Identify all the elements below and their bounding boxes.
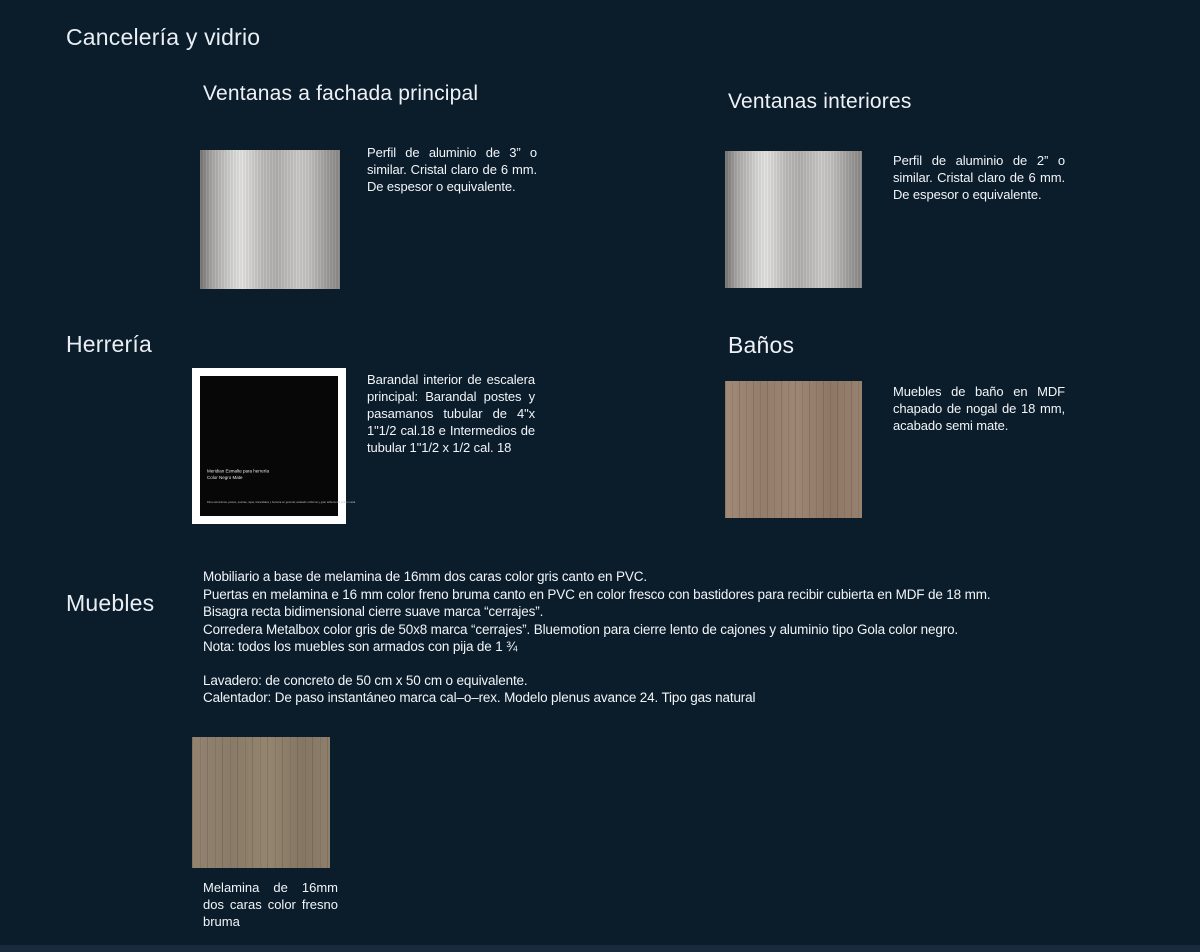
muebles-paragraph (203, 568, 1163, 707)
gray-oak-wood-swatch (192, 737, 330, 868)
melamina-caption: Melamina de 16mm dos caras color fresno bruma (203, 880, 338, 929)
black-matte-paint-swatch (192, 368, 356, 524)
bottom-edge-strip (0, 945, 1200, 952)
herreria-description: Barandal interior de escalera principal: Barandal postes y pasamanos tubular de 4"x 1"1/2 cal.18 e Intermedios de tubular 1"1/2 x 1/2 cal. 18 (367, 372, 535, 455)
subsection-title-ventanas-fachada: Ventanas a fachada principal (203, 82, 479, 105)
section-title-muebles: Muebles (66, 590, 155, 616)
aluminum-texture-swatch (200, 150, 340, 289)
section-title-banos: Baños (728, 332, 795, 358)
walnut-wood-swatch (725, 381, 862, 518)
muebles-line: Calentador: De paso instantáneo marca cal–o–rex. Modelo plenus avance 24. Tipo gas natural (203, 690, 756, 705)
subsection-title-ventanas-interiores: Ventanas interiores (728, 90, 912, 113)
paint-swatch-black-area (200, 376, 356, 516)
banos-description: Muebles de baño en MDF chapado de nogal de 18 mm, acabado semi mate. (893, 384, 1065, 433)
ventanas-interiores-description: Perfil de aluminio de 2” o similar. Cristal claro de 6 mm. De espesor o equivalente. (893, 153, 1065, 202)
aluminum-texture-swatch (725, 151, 862, 288)
section-title-herreria: Herrería (66, 331, 152, 357)
muebles-line: Puertas en melamina e 16 mm color freno bruma canto en PVC en color fresco con bastidores para recibir cubierta en MDF de 18 mm. (203, 586, 991, 602)
section-title-canceleria: Cancelería y vidrio (66, 24, 261, 50)
muebles-line: Bisagra recta bidimensional cierre suave marca “cerrajes”. (203, 604, 544, 619)
paint-swatch-label: Meridian Esmalte para herrería Color Negro Mate (207, 469, 270, 481)
ventanas-fachada-description: Perfil de aluminio de 3” o similar. Cristal claro de 6 mm. De espesor o equivalente. (367, 145, 537, 194)
paint-swatch-fine-print: Para estructuras, postes, puertas, rejas, barandales y herrería en general; acabado uniforme y gran adherencia sobre metal. (207, 501, 356, 504)
muebles-line: Nota: todos los muebles son armados con pija de 1 ¾ (203, 639, 518, 654)
muebles-line: Lavadero: de concreto de 50 cm x 50 cm o equivalente. (203, 672, 528, 688)
muebles-line: Corredera Metalbox color gris de 50x8 marca “cerrajes”. Bluemotion para cierre lento de cajones y aluminio tipo Gola color negro. (203, 621, 959, 637)
muebles-line: Mobiliario a base de melamina de 16mm dos caras color gris canto en PVC. (203, 569, 647, 584)
